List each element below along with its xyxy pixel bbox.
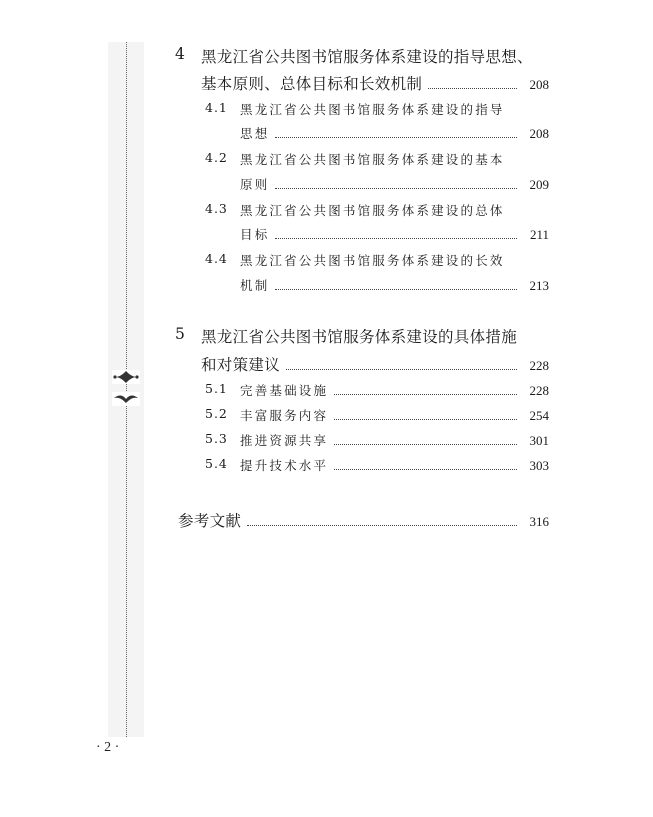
page-number: 316 [529, 514, 549, 529]
section-title-line1: 黑龙江省公共图书馆服务体系建设的基本 [240, 152, 505, 167]
page-number: 303 [529, 458, 549, 473]
dot-leader [275, 137, 517, 138]
section-number: 4.4 [205, 251, 228, 266]
chapter-number: 5 [175, 325, 185, 343]
page-number: 228 [529, 383, 549, 398]
section-entry[interactable]: 目标 211 [240, 227, 549, 242]
section-entry[interactable]: 机制 213 [240, 278, 549, 293]
section-number: 5.2 [205, 406, 228, 421]
page-number: 208 [529, 126, 549, 141]
dot-leader [334, 419, 517, 420]
dot-leader [334, 394, 517, 395]
section-number: 5.3 [205, 431, 228, 446]
dot-leader [275, 188, 517, 189]
chapter-number: 4 [175, 45, 185, 63]
chapter-entry[interactable]: 基本原则、总体目标和长效机制 208 [201, 75, 549, 93]
section-number: 4.3 [205, 201, 228, 216]
section-number: 5.4 [205, 456, 228, 471]
section-number: 4.1 [205, 100, 228, 115]
dot-leader [428, 88, 517, 89]
section-entry[interactable]: 完善基础设施 228 [240, 383, 549, 398]
chapter-entry[interactable]: 和对策建议 228 [201, 356, 549, 374]
footer-page-number: · 2 · [96, 740, 120, 755]
section-entry[interactable]: 推进资源共享 301 [240, 433, 549, 448]
section-title-line1: 黑龙江省公共图书馆服务体系建设的长效 [240, 253, 505, 268]
page-number: 208 [529, 77, 549, 92]
ornament-upper-icon [112, 370, 140, 384]
references-entry[interactable]: 参考文献 316 [178, 512, 549, 530]
section-entry[interactable]: 思想 208 [240, 126, 549, 141]
section-number: 4.2 [205, 150, 228, 165]
page-number: 254 [529, 408, 549, 423]
section-title-line1: 黑龙江省公共图书馆服务体系建设的指导 [240, 102, 505, 117]
section-entry[interactable]: 原则 209 [240, 177, 549, 192]
dot-leader [334, 444, 517, 445]
page-number: 301 [529, 433, 549, 448]
chapter-title-line1: 黑龙江省公共图书馆服务体系建设的具体措施 [201, 328, 518, 346]
chapter-title-line1: 黑龙江省公共图书馆服务体系建设的指导思想、 [201, 48, 533, 66]
page-number: 211 [529, 227, 549, 242]
margin-dotted-rule [126, 42, 127, 737]
section-title-line1: 黑龙江省公共图书馆服务体系建设的总体 [240, 203, 505, 218]
ornament-lower-icon [112, 392, 140, 406]
page-number: 213 [529, 278, 549, 293]
dot-leader [275, 289, 517, 290]
dot-leader [334, 469, 517, 470]
dot-leader [247, 525, 517, 526]
page-number: 228 [529, 358, 549, 373]
section-number: 5.1 [205, 381, 228, 396]
section-entry[interactable]: 丰富服务内容 254 [240, 408, 549, 423]
dot-leader [286, 369, 517, 370]
page-number: 209 [529, 177, 549, 192]
section-entry[interactable]: 提升技术水平 303 [240, 458, 549, 473]
dot-leader [275, 238, 517, 239]
